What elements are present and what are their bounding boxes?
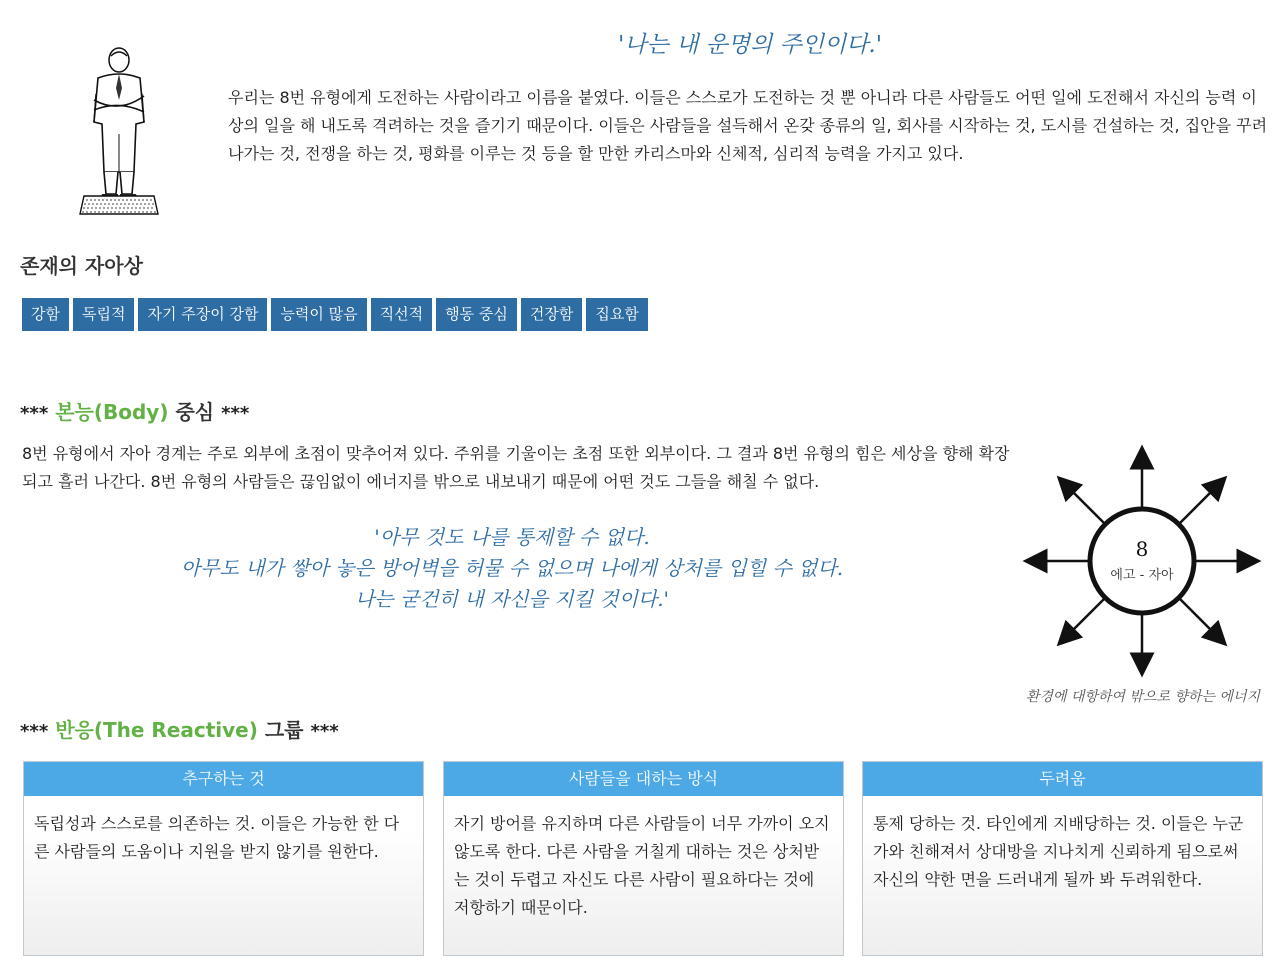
trait-tag: 독립적 <box>73 298 134 331</box>
ego-energy-diagram <box>1020 440 1265 680</box>
body-center-paragraph: 8번 유형에서 자아 경계는 주로 외부에 초점이 맞추어져 있다. 주위를 기울이는 초점 또한 외부이다. 그 결과 8번 유형의 힘은 세상을 향해 확장되고 흘러 나간다. 8번 유형의 사람들은 끊임없이 에너지를 밖으로 내보내기 때문에 어떤 것도 그들을 해칠 수 없다. <box>22 444 1010 491</box>
panel-text: 자기 방어를 유지하며 다른 사람들이 너무 가까이 오지 않도록 한다. 다른 사람을 거칠게 대하는 것은 상처받는 것이 두렵고 자신도 다른 사람이 필요하다는 것에 저항하기 때문이다. <box>454 814 830 917</box>
panel-text: 통제 당하는 것. 타인에게 지배당하는 것. 이들은 누군가와 친해져서 상대방을 지나치게 신뢰하게 됨으로써 자신의 약한 면을 드러내게 될까 봐 두려워한다. <box>873 814 1244 889</box>
quote-line: 아무도 내가 쌓아 놓은 방어벽을 허물 수 없으며 나에게 상처를 입힐 수 없다. <box>180 556 844 580</box>
panel-text: 독립성과 스스로를 의존하는 것. 이들은 가능한 한 다른 사람들의 도움이나 지원을 받지 않기를 원한다. <box>34 814 400 861</box>
panel-title: 두려움 <box>863 762 1262 796</box>
panel-pursuit <box>23 761 424 956</box>
heading-stars: *** <box>221 403 250 424</box>
heading-highlight: 본능(Body) <box>55 400 169 424</box>
ego-label: 에고 - 자아 <box>1110 568 1174 583</box>
trait-tag: 집요함 <box>586 298 647 331</box>
heading-rest: 중심 <box>175 400 215 424</box>
trait-tag: 능력이 많음 <box>271 298 366 331</box>
self-image-heading: 존재의 자아상 <box>20 254 143 278</box>
quote-line: 나는 굳건히 내 자신을 지킬 것이다.' <box>354 587 670 611</box>
panel-title: 추구하는 것 <box>24 762 423 796</box>
heading-highlight: 반응(The Reactive) <box>55 718 258 742</box>
trait-tag: 행동 중심 <box>436 298 517 331</box>
body-center-quote <box>22 522 1002 615</box>
panel-relations <box>443 761 844 956</box>
trait-tag: 직선적 <box>371 298 432 331</box>
ego-circle <box>1090 509 1194 613</box>
standing-man-illustration <box>74 44 164 220</box>
heading-stars: *** <box>310 721 339 742</box>
trait-tag: 강함 <box>22 298 69 331</box>
heading-stars: *** <box>20 403 49 424</box>
panel-title: 사람들을 대하는 방식 <box>444 762 843 796</box>
type-number: 8 <box>1135 537 1149 561</box>
intro-paragraph: 우리는 8번 유형에게 도전하는 사람이라고 이름을 붙였다. 이들은 스스로가 도전하는 것 뿐 아니라 다른 사람들도 어떤 일에 도전해서 자신의 능력 이상의 일을 해 내도록 격려하는 것을 즐기기 때문이다. 이들은 사람들을 설득해서 온갖 종류의 일, 회사를 시작하는 것, 도시를 건설하는 것, 집안을 꾸려 나가는 것, 전쟁을 하는 것, 평화를 이루는 것 등을 할 만한 카리스마와 신체적, 심리적 능력을 가지고 있다. <box>228 88 1268 163</box>
intro-quote: '나는 내 운명의 주인이다.' <box>617 32 883 58</box>
ego-diagram-caption: 환경에 대항하여 밖으로 향하는 에너지 <box>1025 689 1260 705</box>
trait-tag: 자기 주장이 강함 <box>138 298 267 331</box>
heading-stars: *** <box>20 721 49 742</box>
quote-line: '아무 것도 나를 통제할 수 없다. <box>374 525 650 549</box>
panel-fear <box>862 761 1263 956</box>
reactive-heading <box>20 714 339 743</box>
self-image-tags <box>22 298 648 331</box>
body-center-heading <box>20 396 249 425</box>
trait-tag: 건장함 <box>521 298 582 331</box>
heading-rest: 그룹 <box>264 718 304 742</box>
